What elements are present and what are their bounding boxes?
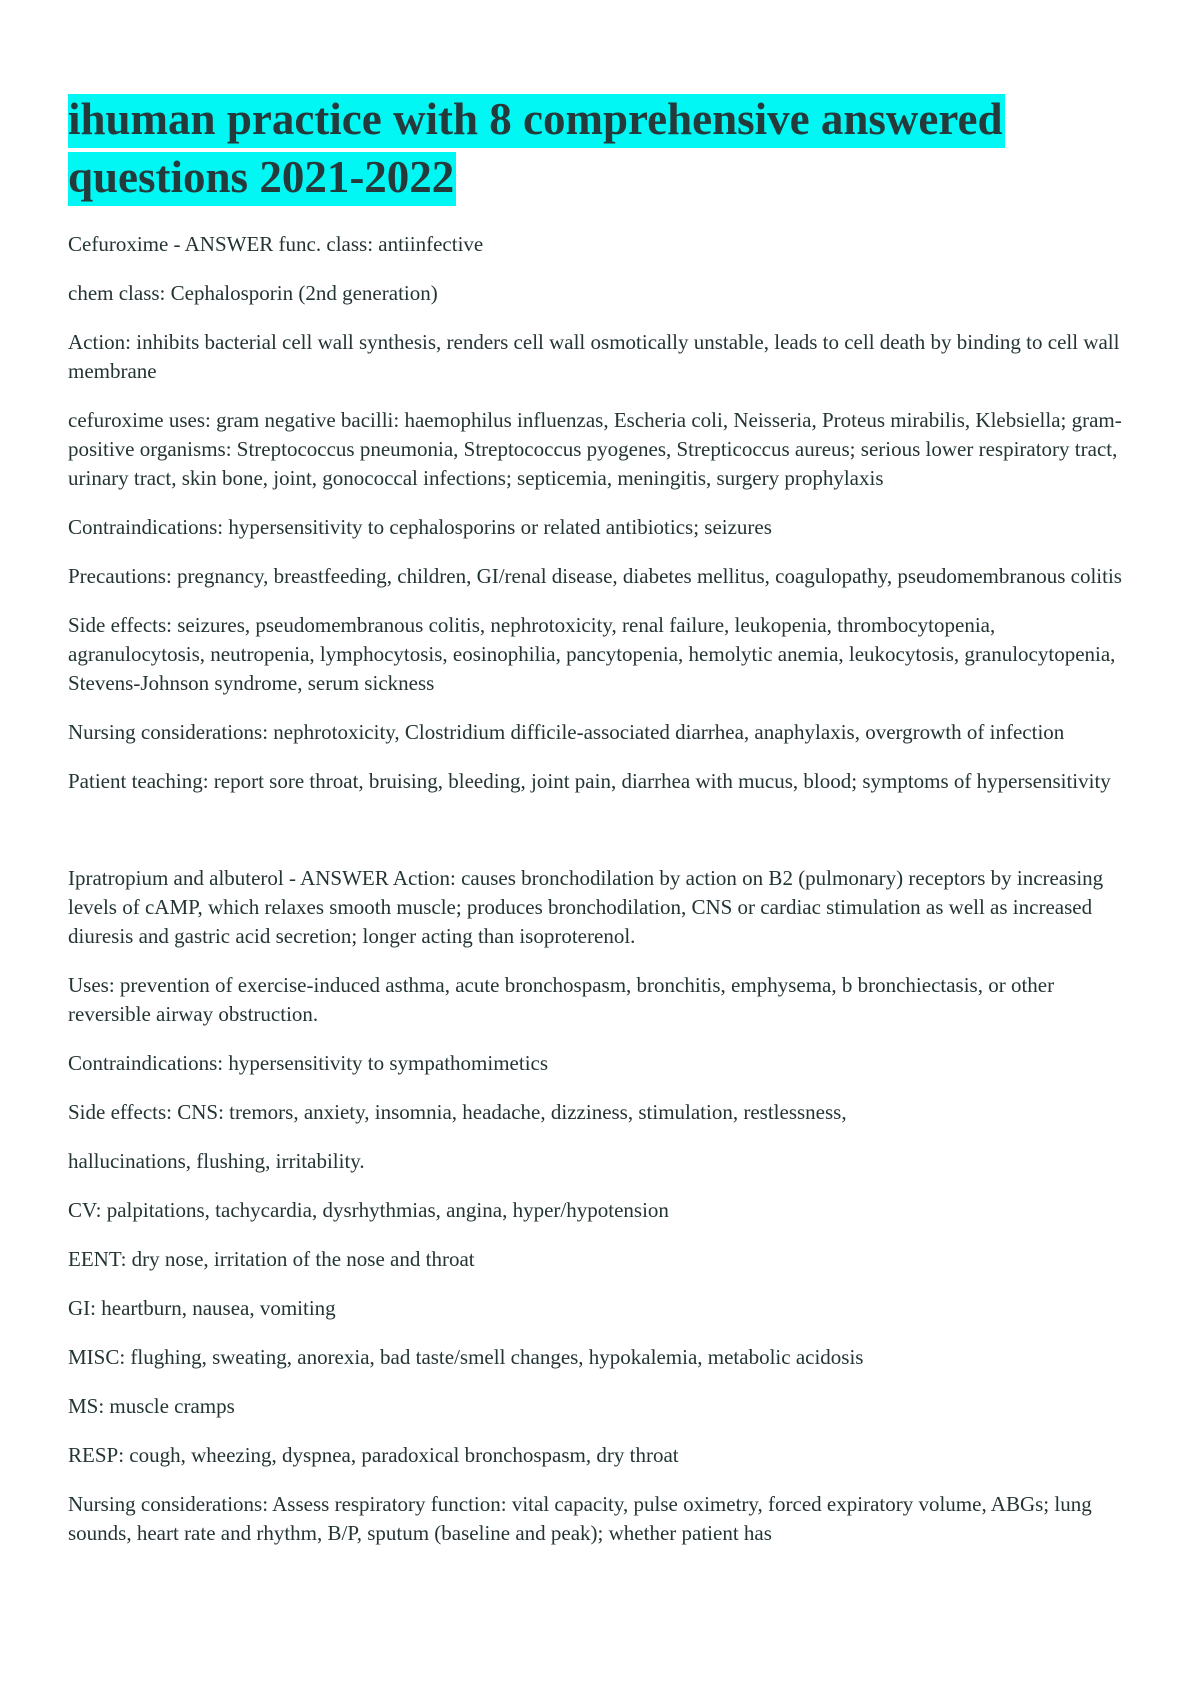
paragraph-patient-teaching: Patient teaching: report sore throat, bruising, bleeding, joint pain, diarrhea with mucus, blood; symptoms of hypersensitivity (68, 769, 1111, 793)
paragraph-side-effects-misc: MISC: flughing, sweating, anorexia, bad taste/smell changes, hypokalemia, metabolic acidosis (68, 1345, 864, 1369)
paragraph-ipratropium-uses: Uses: prevention of exercise-induced asthma, acute bronchospasm, bronchitis, emphysema, b bronchiectasis, or other reversible airway obstruction. (68, 973, 1055, 1026)
paragraph-side-effects: Side effects: seizures, pseudomembranous colitis, nephrotoxicity, renal failure, leukopenia, thrombocytopenia, agranulocytosis, neutropenia, lymphocytosis, eosinophilia, pancytopenia, hemolytic anemia, leukocytosis, granulocytopenia, Stevens-Johnson syndrome, serum sickness (68, 613, 1116, 695)
paragraph-cefuroxime-class: Cefuroxime - ANSWER func. class: antiinfective (68, 232, 484, 256)
paragraph-side-effects-gi: GI: heartburn, nausea, vomiting (68, 1296, 336, 1320)
paragraph-chem-class: chem class: Cephalosporin (2nd generation) (68, 281, 438, 305)
document-title (68, 90, 1128, 206)
paragraph-side-effects-resp: RESP: cough, wheezing, dyspnea, paradoxical bronchospasm, dry throat (68, 1443, 679, 1467)
paragraph-side-effects-cns-continued: hallucinations, flushing, irritability. (68, 1149, 365, 1173)
paragraph-ipratropium-action: Ipratropium and albuterol - ANSWER Action: causes bronchodilation by action on B2 (pulmonary) receptors by increasing levels of cAMP, which relaxes smooth muscle; produces bronchodilation, CNS or cardiac stimulation as well as increased diuresis and gastric acid secretion; longer acting than isoproterenol. (68, 866, 1104, 948)
highlighted-title-text: ihuman practice with 8 comprehensive answered questions 2021-2022 (68, 94, 1005, 206)
paragraph-action: Action: inhibits bacterial cell wall synthesis, renders cell wall osmotically unstable, leads to cell death by binding to cell wall membrane (68, 330, 1120, 383)
paragraph-side-effects-eent: EENT: dry nose, irritation of the nose and throat (68, 1247, 475, 1271)
paragraph-side-effects-ms: MS: muscle cramps (68, 1394, 235, 1418)
document-content (68, 90, 1128, 1568)
paragraph-precautions: Precautions: pregnancy, breastfeeding, children, GI/renal disease, diabetes mellitus, coagulopathy, pseudomembranous colitis (68, 564, 1122, 588)
paragraph-uses: cefuroxime uses: gram negative bacilli: haemophilus influenzas, Escheria coli, Neisseria, Proteus mirabilis, Klebsiella; gram-positive organisms: Streptococcus pneumonia, Streptococcus pyogenes, Strepticoccus aureus; serious lower respiratory tract, urinary tract, skin bone, joint, gonococcal infections; septicemia, meningitis, surgery prophylaxis (68, 408, 1122, 490)
paragraph-ipratropium-contraindications: Contraindications: hypersensitivity to sympathomimetics (68, 1051, 549, 1075)
paragraph-side-effects-cv: CV: palpitations, tachycardia, dysrhythmias, angina, hyper/hypotension (68, 1198, 669, 1222)
paragraph-ipratropium-nursing-considerations: Nursing considerations: Assess respiratory function: vital capacity, pulse oximetry, forced expiratory volume, ABGs; lung sounds, heart rate and rhythm, B/P, sputum (baseline and peak); whether patient has (68, 1492, 1092, 1545)
paragraph-side-effects-cns: Side effects: CNS: tremors, anxiety, insomnia, headache, dizziness, stimulation, restlessness, (68, 1100, 847, 1124)
paragraph-nursing-considerations: Nursing considerations: nephrotoxicity, Clostridium difficile-associated diarrhea, anaphylaxis, overgrowth of infection (68, 720, 1065, 744)
paragraph-contraindications: Contraindications: hypersensitivity to cephalosporins or related antibiotics; seizures (68, 515, 772, 539)
section-spacer (68, 816, 1128, 864)
